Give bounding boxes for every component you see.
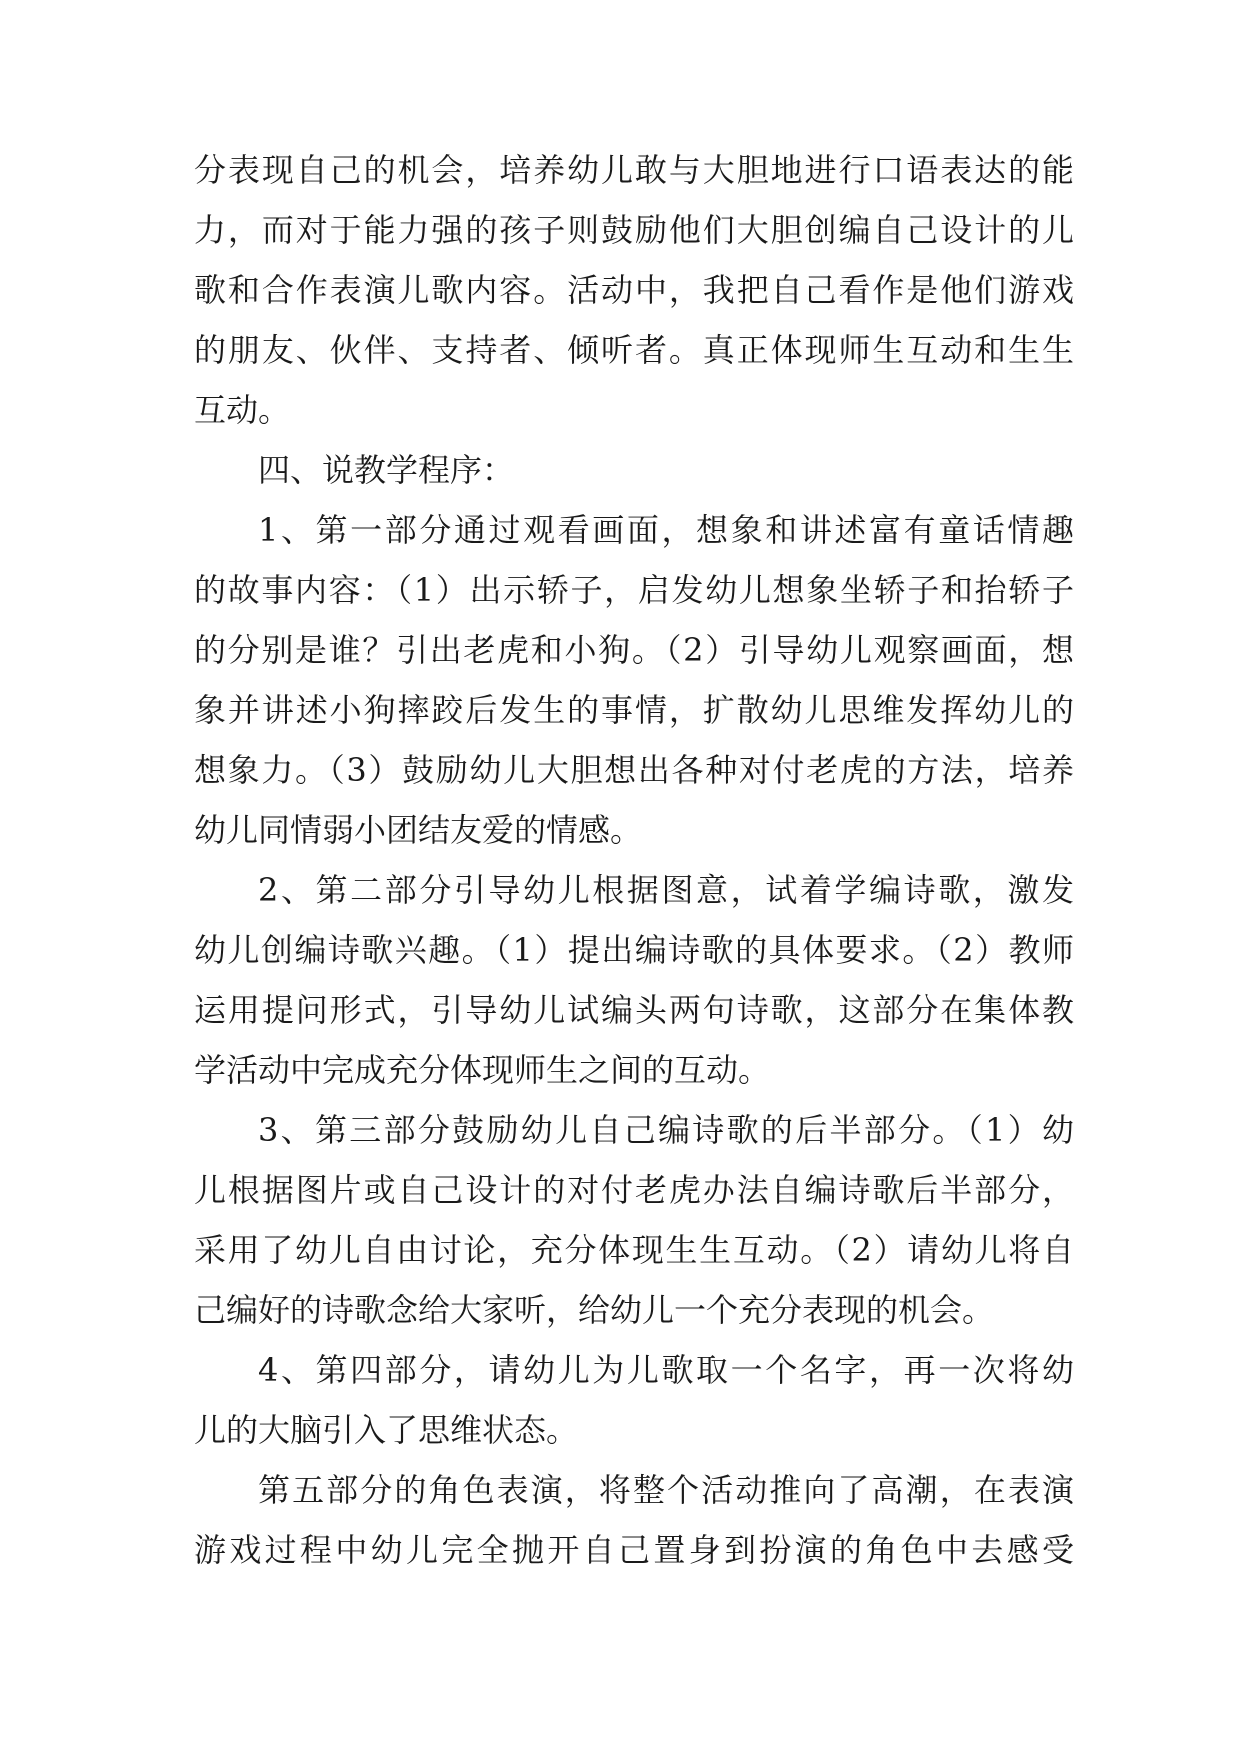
- text-line: 4、第四部分，请幼儿为儿歌取一个名字，再一次将幼: [258, 1351, 1074, 1389]
- text-line: 3、第三部分鼓励幼儿自己编诗歌的后半部分。（1）幼: [258, 1111, 1074, 1149]
- text-line: 的故事内容：（1）出示轿子，启发幼儿想象坐轿子和抬轿子: [194, 571, 1074, 609]
- text-line: 采用了幼儿自由讨论，充分体现生生互动。（2）请幼儿将自: [194, 1231, 1074, 1269]
- text-line: 运用提问形式，引导幼儿试编头两句诗歌，这部分在集体教: [194, 991, 1074, 1029]
- text-line: 歌和合作表演儿歌内容。活动中，我把自己看作是他们游戏: [194, 271, 1074, 309]
- text-line: 互动。: [194, 391, 291, 429]
- text-line: 的分别是谁？引出老虎和小狗。（2）引导幼儿观察画面，想: [194, 631, 1074, 669]
- text-line: 的朋友、伙伴、支持者、倾听者。真正体现师生互动和生生: [194, 331, 1074, 369]
- text-line: 幼儿创编诗歌兴趣。（1）提出编诗歌的具体要求。（2）教师: [194, 931, 1074, 969]
- text-line: 力，而对于能力强的孩子则鼓励他们大胆创编自己设计的儿: [194, 211, 1074, 249]
- text-line: 儿的大脑引入了思维状态。: [194, 1411, 579, 1449]
- text-line: 游戏过程中幼儿完全抛开自己置身到扮演的角色中去感受: [194, 1531, 1074, 1569]
- text-line: 儿根据图片或自己设计的对付老虎办法自编诗歌后半部分，: [194, 1171, 1074, 1209]
- text-line: 第五部分的角色表演，将整个活动推向了高潮，在表演: [258, 1471, 1074, 1509]
- text-line: 分表现自己的机会，培养幼儿敢与大胆地进行口语表达的能: [194, 151, 1074, 189]
- text-line: 象并讲述小狗摔跤后发生的事情，扩散幼儿思维发挥幼儿的: [194, 691, 1074, 729]
- text-line: 想象力。（3）鼓励幼儿大胆想出各种对付老虎的方法，培养: [194, 751, 1074, 789]
- text-line: 己编好的诗歌念给大家听，给幼儿一个充分表现的机会。: [194, 1291, 995, 1329]
- text-line: 2、第二部分引导幼儿根据图意，试着学编诗歌，激发: [258, 871, 1074, 909]
- text-line: 1、第一部分通过观看画面，想象和讲述富有童话情趣: [258, 511, 1074, 549]
- section-heading: 四、说教学程序：: [258, 451, 515, 489]
- text-line: 学活动中完成充分体现师生之间的互动。: [194, 1051, 771, 1089]
- text-line: 幼儿同情弱小团结友爱的情感。: [194, 811, 643, 849]
